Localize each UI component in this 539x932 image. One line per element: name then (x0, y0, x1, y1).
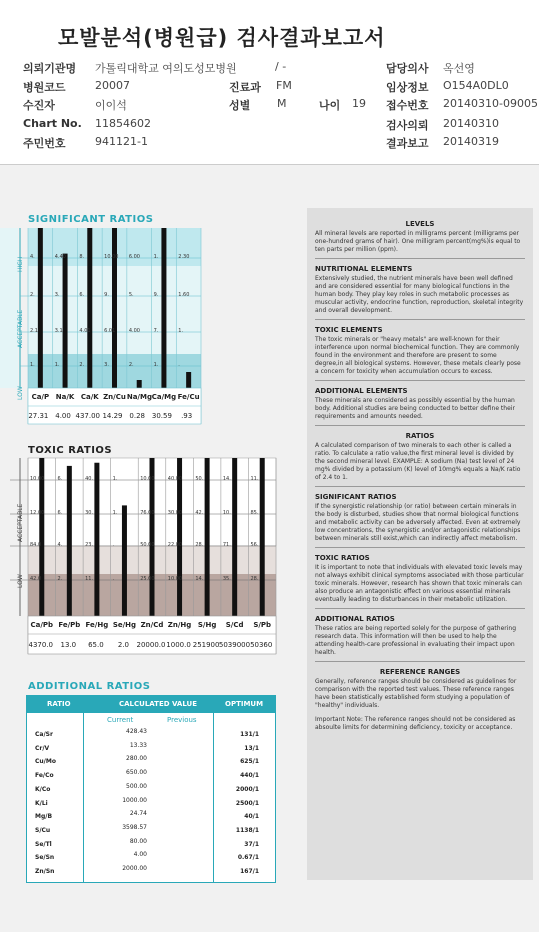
table-row-current: 2000.00 (122, 865, 147, 872)
column-divider (83, 713, 84, 882)
sig-value-label: 14.29 (102, 412, 123, 420)
tox-tick-label: 76.00 (140, 510, 155, 516)
toxic-ratios-section (0, 442, 278, 672)
sig-bar (137, 380, 142, 388)
sig-tick-label: 6.00 (128, 254, 140, 260)
sig-tick-label: 1. (153, 254, 159, 260)
panel-heading: REFERENCE RANGES (379, 668, 461, 676)
table-row-optimum: 1138/1 (235, 826, 259, 834)
table-row-optimum: 440/1 (240, 772, 259, 780)
table-row-current: 3598.57 (122, 823, 147, 831)
subheader-current: Current (107, 716, 134, 724)
panel-text: A calculated comparison of two minerals to each other is called a ratio. To calculate a ratio value,the first mineral level is divided by the second mineral level. EXAMPLE: A sodium (Na) test level of 24 mg% divided by a potassium (K) level of 10mg% equals a Na/K ratio of 2.4 to 1. (315, 442, 521, 481)
tox-value-label: 20000.0 (136, 641, 166, 649)
tox-tick-label: 2. (57, 576, 63, 582)
sig-label-high: HIGH (17, 256, 24, 272)
panel-heading: TOXIC ELEMENTS (315, 326, 383, 334)
field-label-patient: 수진자 (23, 99, 55, 112)
sig-tick-label: 3.1 (54, 328, 63, 334)
significant-ratios-chart (0, 210, 204, 435)
sig-category-label: Ca/P (31, 393, 50, 401)
field-label-age: 나이 (319, 99, 341, 112)
header-calculated-value: CALCULATED VALUE (119, 700, 198, 708)
panel-divider (315, 425, 525, 426)
tox-value-label: 50360 (250, 641, 273, 649)
table-row-optimum: 167/1 (240, 868, 259, 875)
field-label-receipt: 접수번호 (386, 99, 429, 112)
table-row-ratio: Cu/Mo (35, 758, 56, 766)
sig-category-label: Ca/Mg (151, 393, 177, 401)
tox-bar (232, 458, 237, 616)
sig-value-label: 30.59 (151, 412, 172, 420)
panel-heading: LEVELS (405, 220, 435, 228)
tox-tick-label: 14. (195, 576, 204, 582)
sig-tick-label: 10.00 (104, 254, 119, 260)
tox-tick-label: . (112, 542, 115, 548)
tox-tick-label: 25.00 (140, 576, 155, 582)
tox-tick-label: 42. (195, 510, 204, 516)
sig-tick-label: 4. (30, 254, 35, 260)
tox-tick-label: 11. (250, 476, 259, 482)
table-row-ratio: Zn/Sn (35, 868, 55, 875)
tox-category-label: S/Hg (197, 621, 217, 629)
field-label-institution: 의뢰기관명 (23, 62, 77, 75)
tox-tick-label: 40.00 (167, 476, 183, 482)
tox-label-low: LOW (17, 574, 24, 588)
sig-category-label: Fe/Cu (177, 393, 200, 401)
field-value-institution: 가톨릭대학교 여의도성모병원 (95, 62, 237, 75)
sig-tick-label: 4.00 (128, 328, 140, 334)
sig-tick-label: 3. (104, 362, 109, 368)
table-row-current: 13.33 (129, 741, 147, 749)
sig-tick-label: 6. (79, 292, 85, 298)
table-row-optimum: 37/1 (244, 840, 259, 848)
tox-value-label: 251900 (192, 641, 220, 649)
table-row-optimum: 0.67/1 (237, 854, 259, 862)
tox-tick-label: 4. (57, 542, 63, 548)
tox-tick-label: . (112, 576, 115, 582)
sig-tick-label: 1. (30, 362, 35, 368)
tox-bar (94, 463, 99, 616)
field-value-chart-no: 11854602 (95, 117, 151, 130)
sig-tick-label: 7. (153, 328, 159, 334)
field-value-hospital-code: 20007 (95, 79, 130, 92)
table-row-ratio: S/Cu (35, 826, 51, 834)
tox-tick-label: 84.0 (30, 542, 42, 548)
explanation-panel (307, 208, 533, 880)
sig-tick-label: 4.40 (54, 254, 66, 260)
tox-category-label: Zn/Hg (167, 621, 192, 629)
panel-heading: ADDITIONAL RATIOS (315, 615, 395, 623)
sig-tick-label: 1. (153, 362, 159, 368)
tox-tick-label: 23. (85, 542, 94, 548)
panel-divider (315, 486, 525, 487)
tox-value-label: 5039000 (218, 641, 251, 649)
table-row-current: 650.00 (126, 769, 147, 777)
sig-tick-label: 2. (30, 292, 35, 298)
table-row-current: 500.00 (126, 782, 147, 790)
tox-tick-label: 10. (222, 510, 231, 516)
table-row-ratio: Ca/Sr (35, 731, 53, 738)
sig-value-label: 437.00 (75, 412, 101, 420)
tox-tick-label: 30.00 (167, 510, 183, 516)
field-value-patient: 이이석 (95, 99, 127, 112)
sig-value-label: 27.31 (28, 412, 49, 420)
table-row-optimum: 40/1 (244, 813, 259, 821)
field-label-sex: 성별 (229, 99, 251, 112)
tox-category-label: Fe/Hg (85, 621, 109, 629)
report-title: 모발분석(병원급) 검사결과보고서 (58, 26, 386, 50)
tox-category-label: S/Cd (225, 621, 244, 629)
sig-label-low: LOW (17, 386, 24, 400)
panel-heading: RATIOS (405, 432, 435, 440)
table-row-ratio: Se/Tl (35, 840, 52, 848)
table-row-ratio: Cr/V (35, 744, 50, 752)
panel-divider (315, 661, 525, 662)
tox-tick-label: 71. (222, 542, 231, 548)
tox-category-label: S/Pb (253, 621, 272, 629)
tox-value-label: 2.0 (117, 641, 129, 649)
field-label-ssn: 주민번호 (23, 137, 66, 150)
field-value-result: 20140319 (443, 135, 499, 148)
sig-tick-label: 2.1 (30, 328, 38, 334)
tox-tick-label: 56. (250, 542, 259, 548)
table-row-optimum: 625/1 (240, 758, 259, 766)
tox-tick-label: 50. (195, 476, 204, 482)
tox-value-label: 4370.0 (28, 641, 54, 649)
tox-tick-label: 42.0 (30, 576, 42, 582)
table-row-current: 4.00 (133, 851, 147, 859)
panel-text: Generally, reference ranges should be considered as guidelines for comparison with the reported test values. These reference ranges have been statistically established form studying a population of "healthy" individuals. (315, 678, 517, 709)
sig-bar (161, 228, 166, 388)
tox-tick-label: 28. (250, 576, 259, 582)
panel-heading: NUTRITIONAL ELEMENTS (315, 265, 413, 273)
table-row-optimum: 13/1 (244, 744, 259, 752)
table-row-ratio: Se/Sn (35, 854, 55, 862)
table-row-current: 1000.00 (122, 796, 147, 804)
tox-tick-label: 14. (222, 476, 231, 482)
tox-tick-label: 22.00 (167, 542, 183, 548)
sig-category-label: Zn/Cu (103, 393, 126, 401)
panel-text: It is important to note that individuals with elevated toxic levels may not always exhibit clinical symptoms associated with those particular toxic minerals. However, research has shown that toxic minerals can also produce an antagonistic effect on various essential minerals eventually leading to disturbances in their metabolic utilization. (315, 564, 524, 603)
sig-tick-label: 9. (153, 292, 159, 298)
tox-tick-label: 12.00 (30, 510, 45, 516)
sig-tick-label: 5. (128, 292, 134, 298)
field-value-slash: / - (275, 60, 287, 73)
sig-tick-label: 9. (104, 292, 109, 298)
sig-label-acceptable: ACCEPTABLE (17, 309, 24, 348)
tox-tick-label: 28. (195, 542, 204, 548)
subheader-previous: Previous (167, 716, 197, 724)
tox-bar (122, 505, 127, 616)
tox-tick-label: 85. (250, 510, 259, 516)
sig-tick-label: 8. (79, 254, 85, 260)
tox-category-label: Ca/Pb (30, 621, 54, 629)
sig-tick-label: 2. (79, 362, 85, 368)
tox-bar (260, 458, 265, 616)
tox-tick-label: 40. (85, 476, 94, 482)
table-row-optimum: 2000/1 (235, 785, 259, 793)
table-row-ratio: K/Li (35, 799, 48, 807)
field-value-age: 19 (352, 97, 366, 110)
sig-bar (38, 228, 43, 388)
table-row-optimum: 2500/1 (235, 799, 259, 807)
significant-ratios-title: SIGNIFICANT RATIOS (28, 214, 154, 225)
panel-divider (315, 380, 525, 381)
sig-category-label: Ca/K (80, 393, 99, 401)
field-label-dept: 진료과 (229, 81, 261, 94)
table-row-ratio: Mg/B (35, 813, 53, 821)
report-header (0, 0, 539, 165)
field-value-request: 20140310 (443, 117, 499, 130)
sig-category-label: Na/Mg (126, 393, 152, 401)
additional-table-header (27, 696, 275, 713)
tox-bar (67, 466, 72, 616)
header-optimum: OPTIMUM (225, 700, 264, 708)
tox-label-acceptable: ACCEPTABLE (17, 503, 24, 542)
tox-category-label: Se/Hg (112, 621, 137, 629)
tox-tick-label: 30. (85, 510, 94, 516)
field-value-receipt: 20140310-09005 (443, 97, 538, 110)
column-divider (213, 713, 214, 882)
sig-tick-label: 1.60 (178, 292, 190, 298)
tox-bar (205, 458, 210, 616)
sig-tick-label: 1. (54, 362, 60, 368)
sig-value-label: 0.28 (129, 412, 145, 420)
field-value-doctor: 옥선영 (443, 62, 475, 75)
panel-heading: TOXIC RATIOS (315, 554, 370, 562)
sig-bar (87, 228, 92, 388)
sig-value-label: .93 (181, 412, 193, 420)
tox-tick-label: 6. (57, 510, 63, 516)
panel-divider (315, 258, 525, 259)
toxic-ratios-title: TOXIC RATIOS (28, 445, 113, 456)
tox-tick-label: 10.00 (167, 576, 183, 582)
tox-tick-label: 1. (112, 510, 118, 516)
tox-tick-label: 50.00 (140, 542, 155, 548)
sig-category-label: Na/K (55, 393, 75, 401)
header-ratio: RATIO (47, 700, 71, 708)
field-label-result: 결과보고 (386, 137, 429, 150)
panel-divider (315, 319, 525, 320)
field-label-clinical: 임상정보 (386, 81, 429, 94)
additional-ratios-section (0, 678, 278, 888)
panel-divider (315, 547, 525, 548)
table-row-current: 280.00 (126, 755, 147, 763)
field-label-hospital-code: 병원코드 (23, 81, 66, 94)
sig-bar (63, 254, 68, 388)
panel-divider (315, 608, 525, 609)
panel-text: These ratios are being reported solely for the purpose of gathering research data. This information will then be used to help the attending health-care professional in evaluating their impact upon health. (315, 625, 517, 656)
field-label-request: 검사의뢰 (386, 119, 429, 132)
tox-value-label: 65.0 (88, 641, 104, 649)
tox-category-label: Zn/Cd (140, 621, 164, 629)
field-label-doctor: 담당의사 (386, 62, 429, 75)
sig-tick-label: 3. (54, 292, 60, 298)
table-row-ratio: K/Co (35, 785, 51, 793)
table-row-ratio: Fe/Co (35, 772, 54, 780)
field-value-dept: FM (276, 79, 292, 92)
tox-tick-label: 1. (112, 476, 118, 482)
field-value-clinical: O154A0DL0 (443, 79, 509, 92)
sig-tick-label: 4.01 (79, 328, 91, 334)
sig-value-label: 4.00 (55, 412, 71, 420)
sig-tick-label: 2. (128, 362, 134, 368)
table-row-current: 24.74 (129, 810, 147, 818)
panel-text: The toxic minerals or "heavy metals" are well-known for their interference upon normal biochemical function. They are commonly found in the environment and therefore are present to some degree,in all biological systems. However, these metals clearly pose a concern for toxicity when accumulation occurs to excess. (315, 336, 521, 375)
sig-side-band (0, 228, 18, 388)
sig-tick-label: 2.30 (178, 254, 190, 260)
tox-value-label: 13.0 (60, 641, 77, 649)
field-value-sex: M (277, 97, 287, 110)
table-row-optimum: 131/1 (240, 731, 259, 738)
panel-heading: ADDITIONAL ELEMENTS (315, 387, 408, 395)
panel-text: All mineral levels are reported in milligrams percent (milligrams per one-hundred grams of hair). One milligram percent(mg%)is equal to ten parts per million (ppm). (315, 230, 521, 253)
tox-tick-label: 10.00 (140, 476, 155, 482)
table-row-current: 80.00 (129, 837, 147, 845)
panel-text: Important Note: The reference ranges should not be considered as absoulte limits for determining deficiency, toxicity or acceptance. (315, 716, 516, 731)
tox-category-label: Fe/Pb (58, 621, 81, 629)
panel-text: These minerals are considered as possibly essential by the human body. Additional studies are being conducted to better define their requirements and amounts needed. (315, 397, 515, 420)
table-row-current: 428.43 (126, 728, 147, 735)
sig-bar (186, 372, 191, 388)
sig-tick-label: 1. (178, 328, 184, 334)
additional-ratios-title: ADDITIONAL RATIOS (28, 681, 151, 692)
panel-heading: SIGNIFICANT RATIOS (315, 493, 397, 501)
panel-text: Extensively studied, the nutrient minerals have been well defined and are considered essential for many biological functions in the human body. They play key roles in such metabolic processes as muscular activity, endocrine function, reproduction, skeletal integrity and overall development. (315, 275, 524, 314)
significant-ratios-section (0, 210, 204, 435)
tox-tick-label: 35. (222, 576, 231, 582)
sig-bar (112, 228, 117, 388)
field-value-ssn: 941121-1 (95, 135, 148, 148)
tox-tick-label: 10.00 (30, 476, 45, 482)
tox-tick-label: 11. (85, 576, 94, 582)
panel-text: If the synergistic relationship (or ratio) between certain minerals in the body is disturbed, studies show that normal biological functions and metabolic activity can be adversely affected. Even at extremely low concentrations, the synergistic and/or antagonistic relationships between minerals still exist,which can indirectly affect metabolism. (315, 503, 521, 542)
sig-tick-label: 6.01 (104, 328, 116, 334)
tox-value-label: 1000.0 (166, 641, 191, 649)
field-label-chart-no: Chart No. (23, 117, 82, 130)
additional-ratios-table (26, 695, 276, 883)
tox-tick-label: 6. (57, 476, 63, 482)
sig-tick-label: . (178, 362, 180, 368)
